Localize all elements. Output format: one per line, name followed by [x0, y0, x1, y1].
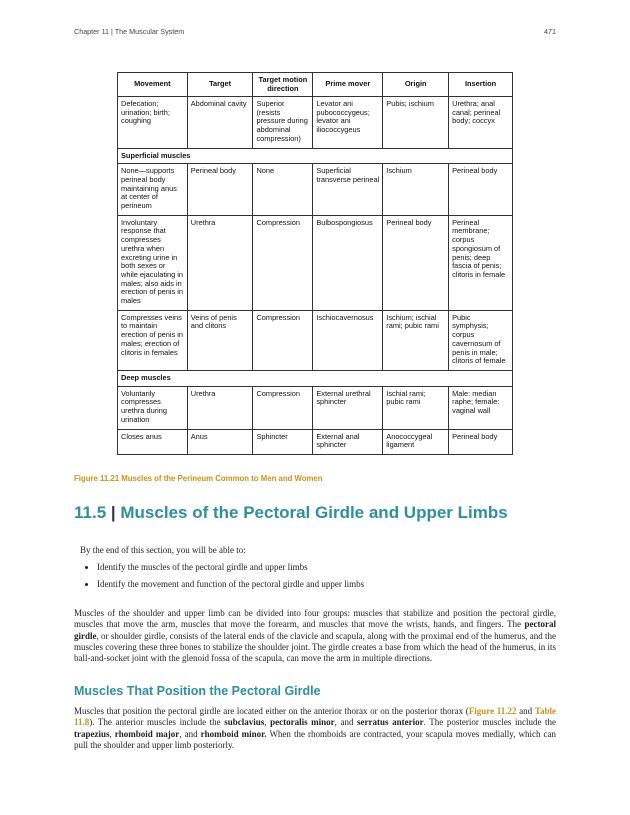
table-cell: Defecation; urination; birth; coughing [118, 97, 188, 149]
table-cell: Ischial rami; pubic rami [383, 386, 449, 429]
text-run: , and [179, 728, 201, 739]
page-header [74, 27, 556, 41]
text-run: When the rhomboids are contracted, your scapula moves medially, which can pull the shoulder and upper limb posteriorly. [74, 728, 557, 750]
table-cell: Superficial transverse perineal [313, 164, 383, 216]
table-cell: Urethra; anal canal; perineal body; coccyx [449, 97, 513, 149]
table-cell: Ischium [383, 164, 449, 216]
text-run: Muscles of the shoulder and upper limb can be divided into four groups: muscles that stabilize and position the pectoral girdle, muscles that move the arm, muscles that move the forearm, and muscles that move the wrists, hands, and fingers. The [74, 608, 556, 630]
table-cell: Anococcygeal ligament [383, 429, 449, 454]
table-cell: Perineal body [449, 429, 513, 454]
table-cell: None—supports perineal body maintaining anus at center of perineum [118, 164, 188, 216]
table-cell: Anus [187, 429, 253, 454]
key-term: subclavius [224, 717, 265, 728]
column-header: Target [187, 73, 253, 97]
table-row [118, 429, 513, 454]
table-cell: Bulbospongiosus [313, 215, 383, 310]
perineum-muscles-table [117, 72, 513, 455]
table-cell: Male: median raphe; female: vaginal wall [449, 386, 513, 429]
table-cell: Levator ani pubococcygeus; levator ani iliococcygeus [313, 97, 383, 149]
table-cell: Veins of penis and clitoris [187, 310, 253, 370]
table-row [118, 386, 513, 429]
table-cell: Perineal body [383, 215, 449, 310]
table-cell: Sphincter [253, 429, 313, 454]
objectives-intro: By the end of this section, you will be able to: [80, 545, 246, 555]
key-term: rhomboid minor. [200, 728, 267, 739]
page-number: 471 [544, 27, 556, 36]
figure-caption: Figure 11.21 Muscles of the Perineum Common to Men and Women [74, 474, 323, 483]
text-run: ). The anterior muscles include the [89, 717, 225, 728]
column-header: Prime mover [313, 73, 383, 97]
table-cell: Pubis; ischium [383, 97, 449, 149]
table-link[interactable]: Table 11.8 [74, 706, 557, 728]
text-run: , [264, 717, 271, 728]
table-row [118, 215, 513, 310]
table-cell: None [253, 164, 313, 216]
column-header: Target motion direction [253, 73, 313, 97]
list-item: • Identify the muscles of the pectoral girdle and upper limbs [97, 562, 550, 573]
section-heading [74, 503, 508, 523]
column-header: Origin [383, 73, 449, 97]
section-label-superficial: Superficial muscles [118, 148, 513, 164]
table-cell: Urethra [187, 386, 253, 429]
table-cell: Compresses veins to maintain erection of penis in males; erection of clitoris in females [118, 310, 188, 370]
table-cell: Superior (resists pressure during abdominal compression) [253, 97, 313, 149]
section-separator: | [110, 503, 116, 522]
figure-link[interactable]: Figure 11.22 [468, 706, 517, 716]
text-run: , and [334, 717, 358, 728]
table-row [118, 310, 513, 370]
column-header: Insertion [449, 73, 513, 97]
column-header: Movement [118, 73, 188, 97]
body-paragraph-2 [74, 706, 556, 751]
table-cell: Perineal membrane; corpus spongiosum of penis; deep fascia of penis; clitoris in female [449, 215, 513, 310]
table-cell: Abdominal cavity [187, 97, 253, 149]
text-run: . The posterior muscles include the [423, 717, 557, 728]
section-label-deep: Deep muscles [118, 370, 513, 386]
subsection-heading: Muscles That Position the Pectoral Girdle [74, 684, 321, 698]
text-run: and [516, 706, 535, 716]
key-term: pectoralis minor [270, 717, 335, 728]
text-run: , or shoulder girdle, consists of the lateral ends of the clavicle and scapula, along with the proximal end of the humerus, and the muscles covering these three bones to stabilize the shoulder joint. The girdle creates a base from which the head of the humerus, in its ball-and-socket joint with the glenoid fossa of the scapula, can move the arm in multiple directions. [74, 630, 556, 664]
table-cell: Voluntarily compresses urethra during urination [118, 386, 188, 429]
key-term: pectoral girdle [74, 619, 556, 641]
table-cell: Pubic symphysis; corpus cavernosum of penis in male; clitoris of female [449, 310, 513, 370]
table-section-row [118, 148, 513, 164]
key-term: rhomboid major [114, 728, 180, 739]
section-number: 11.5 [74, 503, 107, 522]
table-cell: Compression [253, 386, 313, 429]
learning-objectives [80, 545, 550, 596]
table-cell: Involuntary response that compresses urethra when excreting urine in both sexes or while ejaculating in males; also aids in erection of penis in males [118, 215, 188, 310]
table-cell: Perineal body [449, 164, 513, 216]
table-row [118, 164, 513, 216]
table-cell: Compression [253, 310, 313, 370]
text-run: , [109, 728, 115, 739]
body-paragraph-1 [74, 608, 556, 664]
table-row [118, 97, 513, 149]
table-cell: Ischiocavernosus [313, 310, 383, 370]
key-term: trapezius [74, 728, 110, 739]
list-item: • Identify the movement and function of the pectoral girdle and upper limbs [97, 579, 550, 590]
table-cell: Urethra [187, 215, 253, 310]
table-cell: Closes anus [118, 429, 188, 454]
chapter-title: Chapter 11 | The Muscular System [74, 27, 185, 36]
table-cell: Ischium; ischial rami; pubic rami [383, 310, 449, 370]
table-cell: Perineal body [187, 164, 253, 216]
table-cell: External urethral sphincter [313, 386, 383, 429]
key-term: serratus anterior [357, 717, 424, 728]
table-cell: External anal sphincter [313, 429, 383, 454]
objectives-list [80, 562, 550, 590]
table-cell: Compression [253, 215, 313, 310]
section-title-text: Muscles of the Pectoral Girdle and Upper Limbs [120, 503, 508, 522]
table-header-row [118, 73, 513, 97]
text-run: Muscles that position the pectoral girdle are located either on the anterior thorax or on the posterior thorax ( [74, 706, 469, 716]
table-section-row [118, 370, 513, 386]
